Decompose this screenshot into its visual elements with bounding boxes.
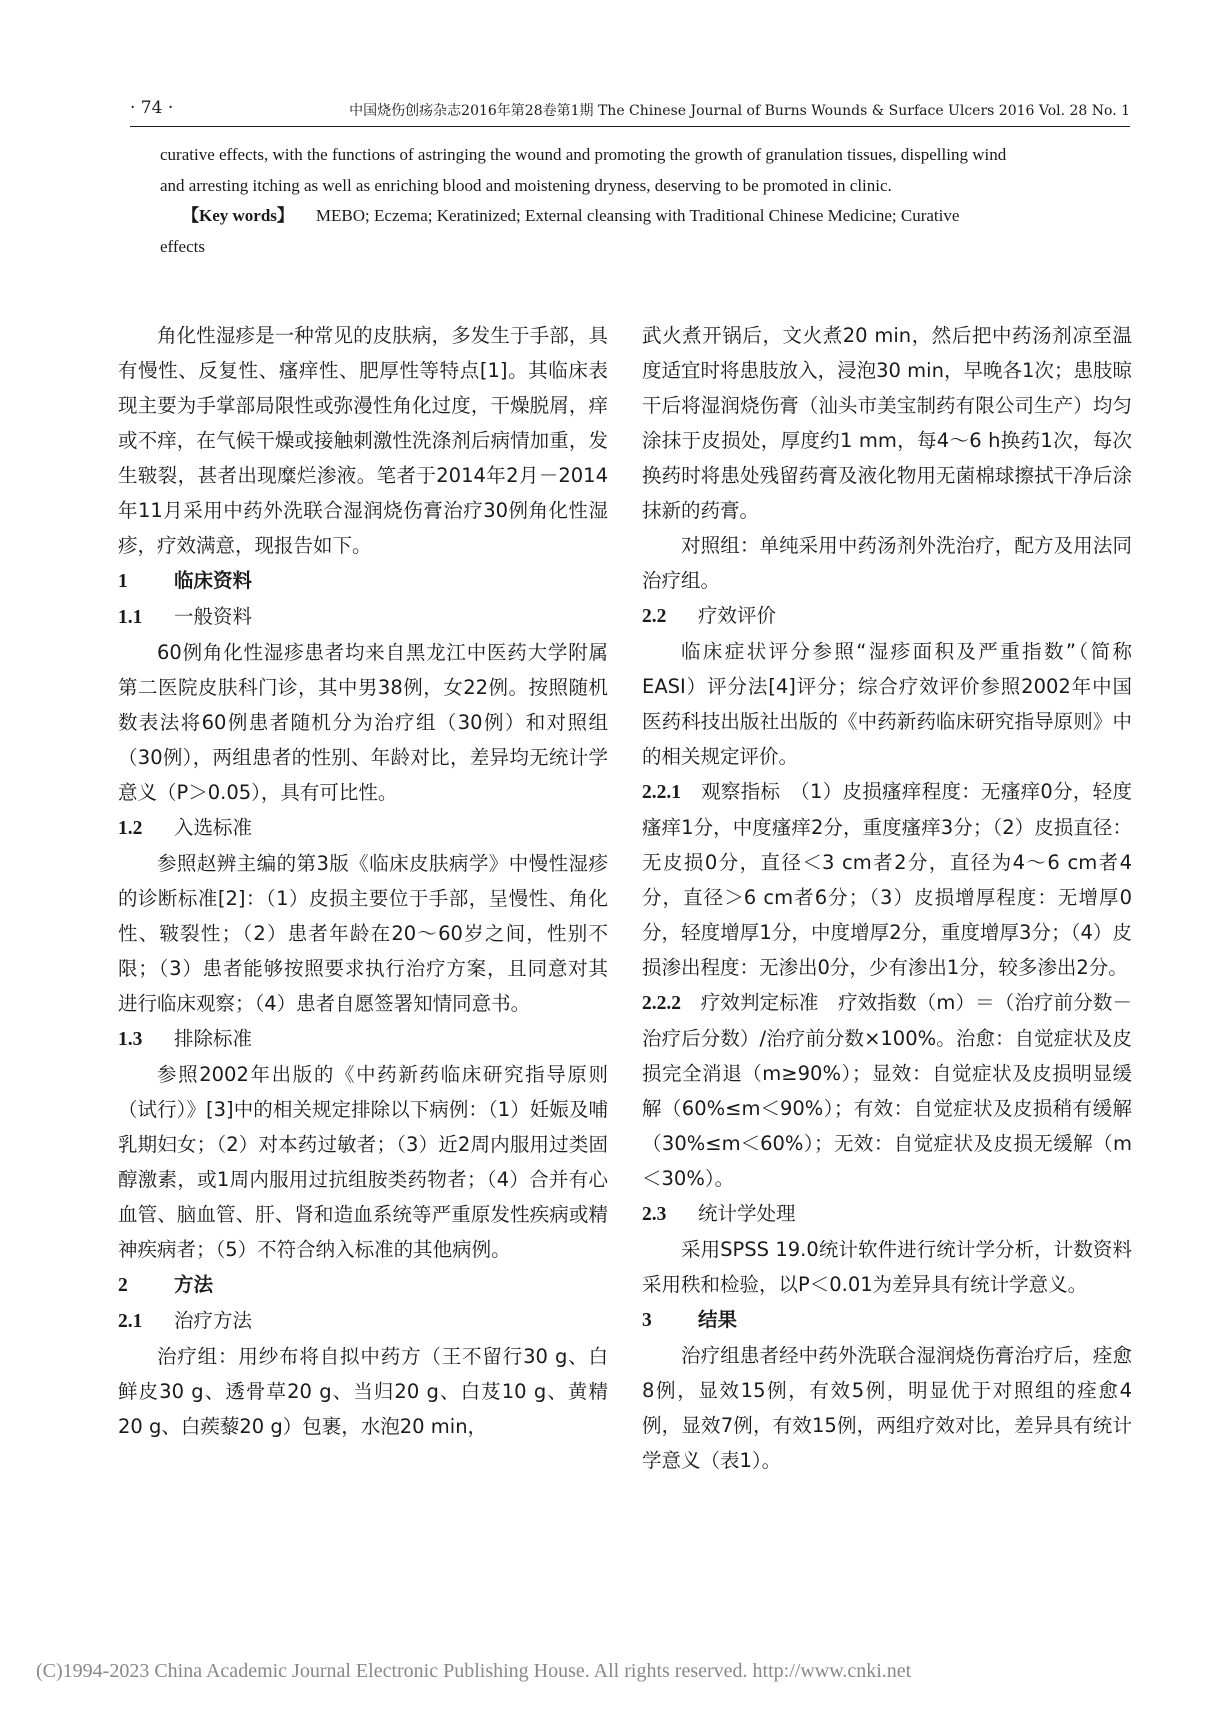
abstract-line-1: curative effects, with the functions of astringing the wound and promoting the growth of granulation tissues, dispelling wind xyxy=(160,145,1007,164)
section-1-1-heading: 1.1 一般资料 xyxy=(118,605,253,628)
section-2-1-text: 治疗组：用纱布将自拟中药方（王不留行30 g、白鲜皮30 g、透骨草20 g、当归20 g、白芨10 g、黄精20 g、白蒺藜20 g）包裹，水泡20 min， xyxy=(118,1345,608,1438)
section-3-text: 治疗组患者经中药外洗联合湿润烧伤膏治疗后，痊愈8例，显效15例，有效5例，明显优于对照组的痊愈4例，显效7例，有效15例，两组疗效对比，差异具有统计学意义（表1）。 xyxy=(642,1344,1132,1472)
right-column xyxy=(642,318,1132,1478)
section-2-2-text: 临床症状评分参照“湿疹面积及严重指数”（简称EASI）评分法[4]评分；综合疗效评价参照2002年中国医药科技出版社出版的《中药新药临床研究指导原则》中的相关规定评价。 xyxy=(642,640,1132,768)
section-1-3-text: 参照2002年出版的《中药新药临床研究指导原则（试行）》[3]中的相关规定排除以下病例：（1）妊娠及哺乳期妇女；（2）对本药过敏者；（3）近2周内服用过类固醇激素，或1周内服用过抗组胺类药物者；（4）合并有心血管、脑血管、肝、肾和造血系统等严重原发性疾病或精神疾病者；（5）不符合纳入标准的其他病例。 xyxy=(118,1063,608,1261)
section-1-3-heading: 1.3 排除标准 xyxy=(118,1027,253,1050)
section-1-heading: 1 临床资料 xyxy=(118,569,253,592)
section-1-2-text: 参照赵辨主编的第3版《临床皮肤病学》中慢性湿疹的诊断标准[2]：（1）皮损主要位于手部，呈慢性、角化性、皲裂性；（2）患者年龄在20～60岁之间，性别不限；（3）患者能够按照要求执行治疗方案，且同意对其进行临床观察；（4）患者自愿签署知情同意书。 xyxy=(118,852,608,1015)
keywords-line xyxy=(182,199,1090,232)
treatment-continued: 武火煮开锅后，文火煮20 min，然后把中药汤剂凉至温度适宜时将患肢放入，浸泡30 min，早晚各1次；患肢晾干后将湿润烧伤膏（汕头市美宝制药有限公司生产）均匀涂抹于皮损处，厚度约1 mm，每4～6 h换药1次，每次换药时将患处残留药膏及液化物用无菌棉球擦拭干净后涂抹新的药膏。 xyxy=(642,324,1132,522)
control-group-text: 对照组：单纯采用中药汤剂外洗治疗，配方及用法同治疗组。 xyxy=(642,534,1132,592)
section-2-3-text: 采用SPSS 19.0统计软件进行统计学分析，计数资料采用秩和检验，以P＜0.01为差异具有统计学意义。 xyxy=(642,1238,1132,1296)
section-2-heading: 2 方法 xyxy=(118,1273,214,1296)
section-2-2-2: 2.2.2 疗效判定标准 疗效指数（m）＝（治疗前分数－治疗后分数）/治疗前分数×100%。治愈：自觉症状及皮损完全消退（m≥90%）；显效：自觉症状及皮损明显缓解（60%≤m＜90%）；有效：自觉症状及皮损稍有缓解（30%≤m＜60%）；无效：自觉症状及皮损无缓解（m＜30%）。 xyxy=(642,991,1132,1190)
copyright-footer: (C)1994-2023 China Academic Journal Electronic Publishing House. All rights reserved. http://www.cnki.net xyxy=(36,1660,912,1682)
section-1-2-heading: 1.2 入选标准 xyxy=(118,816,253,839)
section-2-3-heading: 2.3 统计学处理 xyxy=(642,1202,796,1225)
intro-paragraph: 角化性湿疹是一种常见的皮肤病，多发生于手部，具有慢性、反复性、瘙痒性、肥厚性等特点[1]。其临床表现主要为手掌部局限性或弥漫性角化过度，干燥脱屑，痒或不痒，在气候干燥或接触刺激性洗涤剂后病情加重，发生皲裂，甚者出现糜烂渗液。笔者于2014年2月－2014年11月采用中药外洗联合湿润烧伤膏治疗30例角化性湿疹，疗效满意，现报告如下。 xyxy=(118,324,608,557)
running-title: 中国烧伤创疡杂志2016年第28卷第1期 The Chinese Journal of Burns Wounds & Surface Ulcers 2016 Vol. 28 No. 1 xyxy=(349,103,1130,119)
section-2-2-heading: 2.2 疗效评价 xyxy=(642,604,777,627)
keywords-text: MEBO; Eczema; Keratinized; External cleansing with Traditional Chinese Medicine; Curative xyxy=(315,206,960,225)
section-3-heading: 3 结果 xyxy=(642,1308,738,1331)
left-column xyxy=(118,318,608,1444)
page-number: · 74 · xyxy=(130,98,174,118)
section-2-1-heading: 2.1 治疗方法 xyxy=(118,1309,253,1332)
section-2-2-1: 2.2.1 观察指标 （1）皮损瘙痒程度：无瘙痒0分，轻度瘙痒1分，中度瘙痒2分，重度瘙痒3分；（2）皮损直径：无皮损0分，直径＜3 cm者2分，直径为4～6 cm者4分，直径＞6 cm者6分；（3）皮损增厚程度：无增厚0分，轻度增厚1分，中度增厚2分，重度增厚3分；（4）皮损渗出程度：无渗出0分，少有渗出1分，较多渗出2分。 xyxy=(642,780,1132,979)
section-1-1-text: 60例角化性湿疹患者均来自黑龙江中医药大学附属第二医院皮肤科门诊，其中男38例，女22例。按照随机数表法将60例患者随机分为治疗组（30例）和对照组（30例），两组患者的性别、年龄对比，差异均无统计学意义（P＞0.05），具有可比性。 xyxy=(118,641,608,804)
page-header xyxy=(130,96,1130,127)
abstract-line-2: and arresting itching as well as enriching blood and moistening dryness, deserving to be promoted in clinic. xyxy=(160,176,892,195)
keywords-label: 【Key words】 xyxy=(182,206,294,225)
keywords-continued: effects xyxy=(160,237,205,256)
